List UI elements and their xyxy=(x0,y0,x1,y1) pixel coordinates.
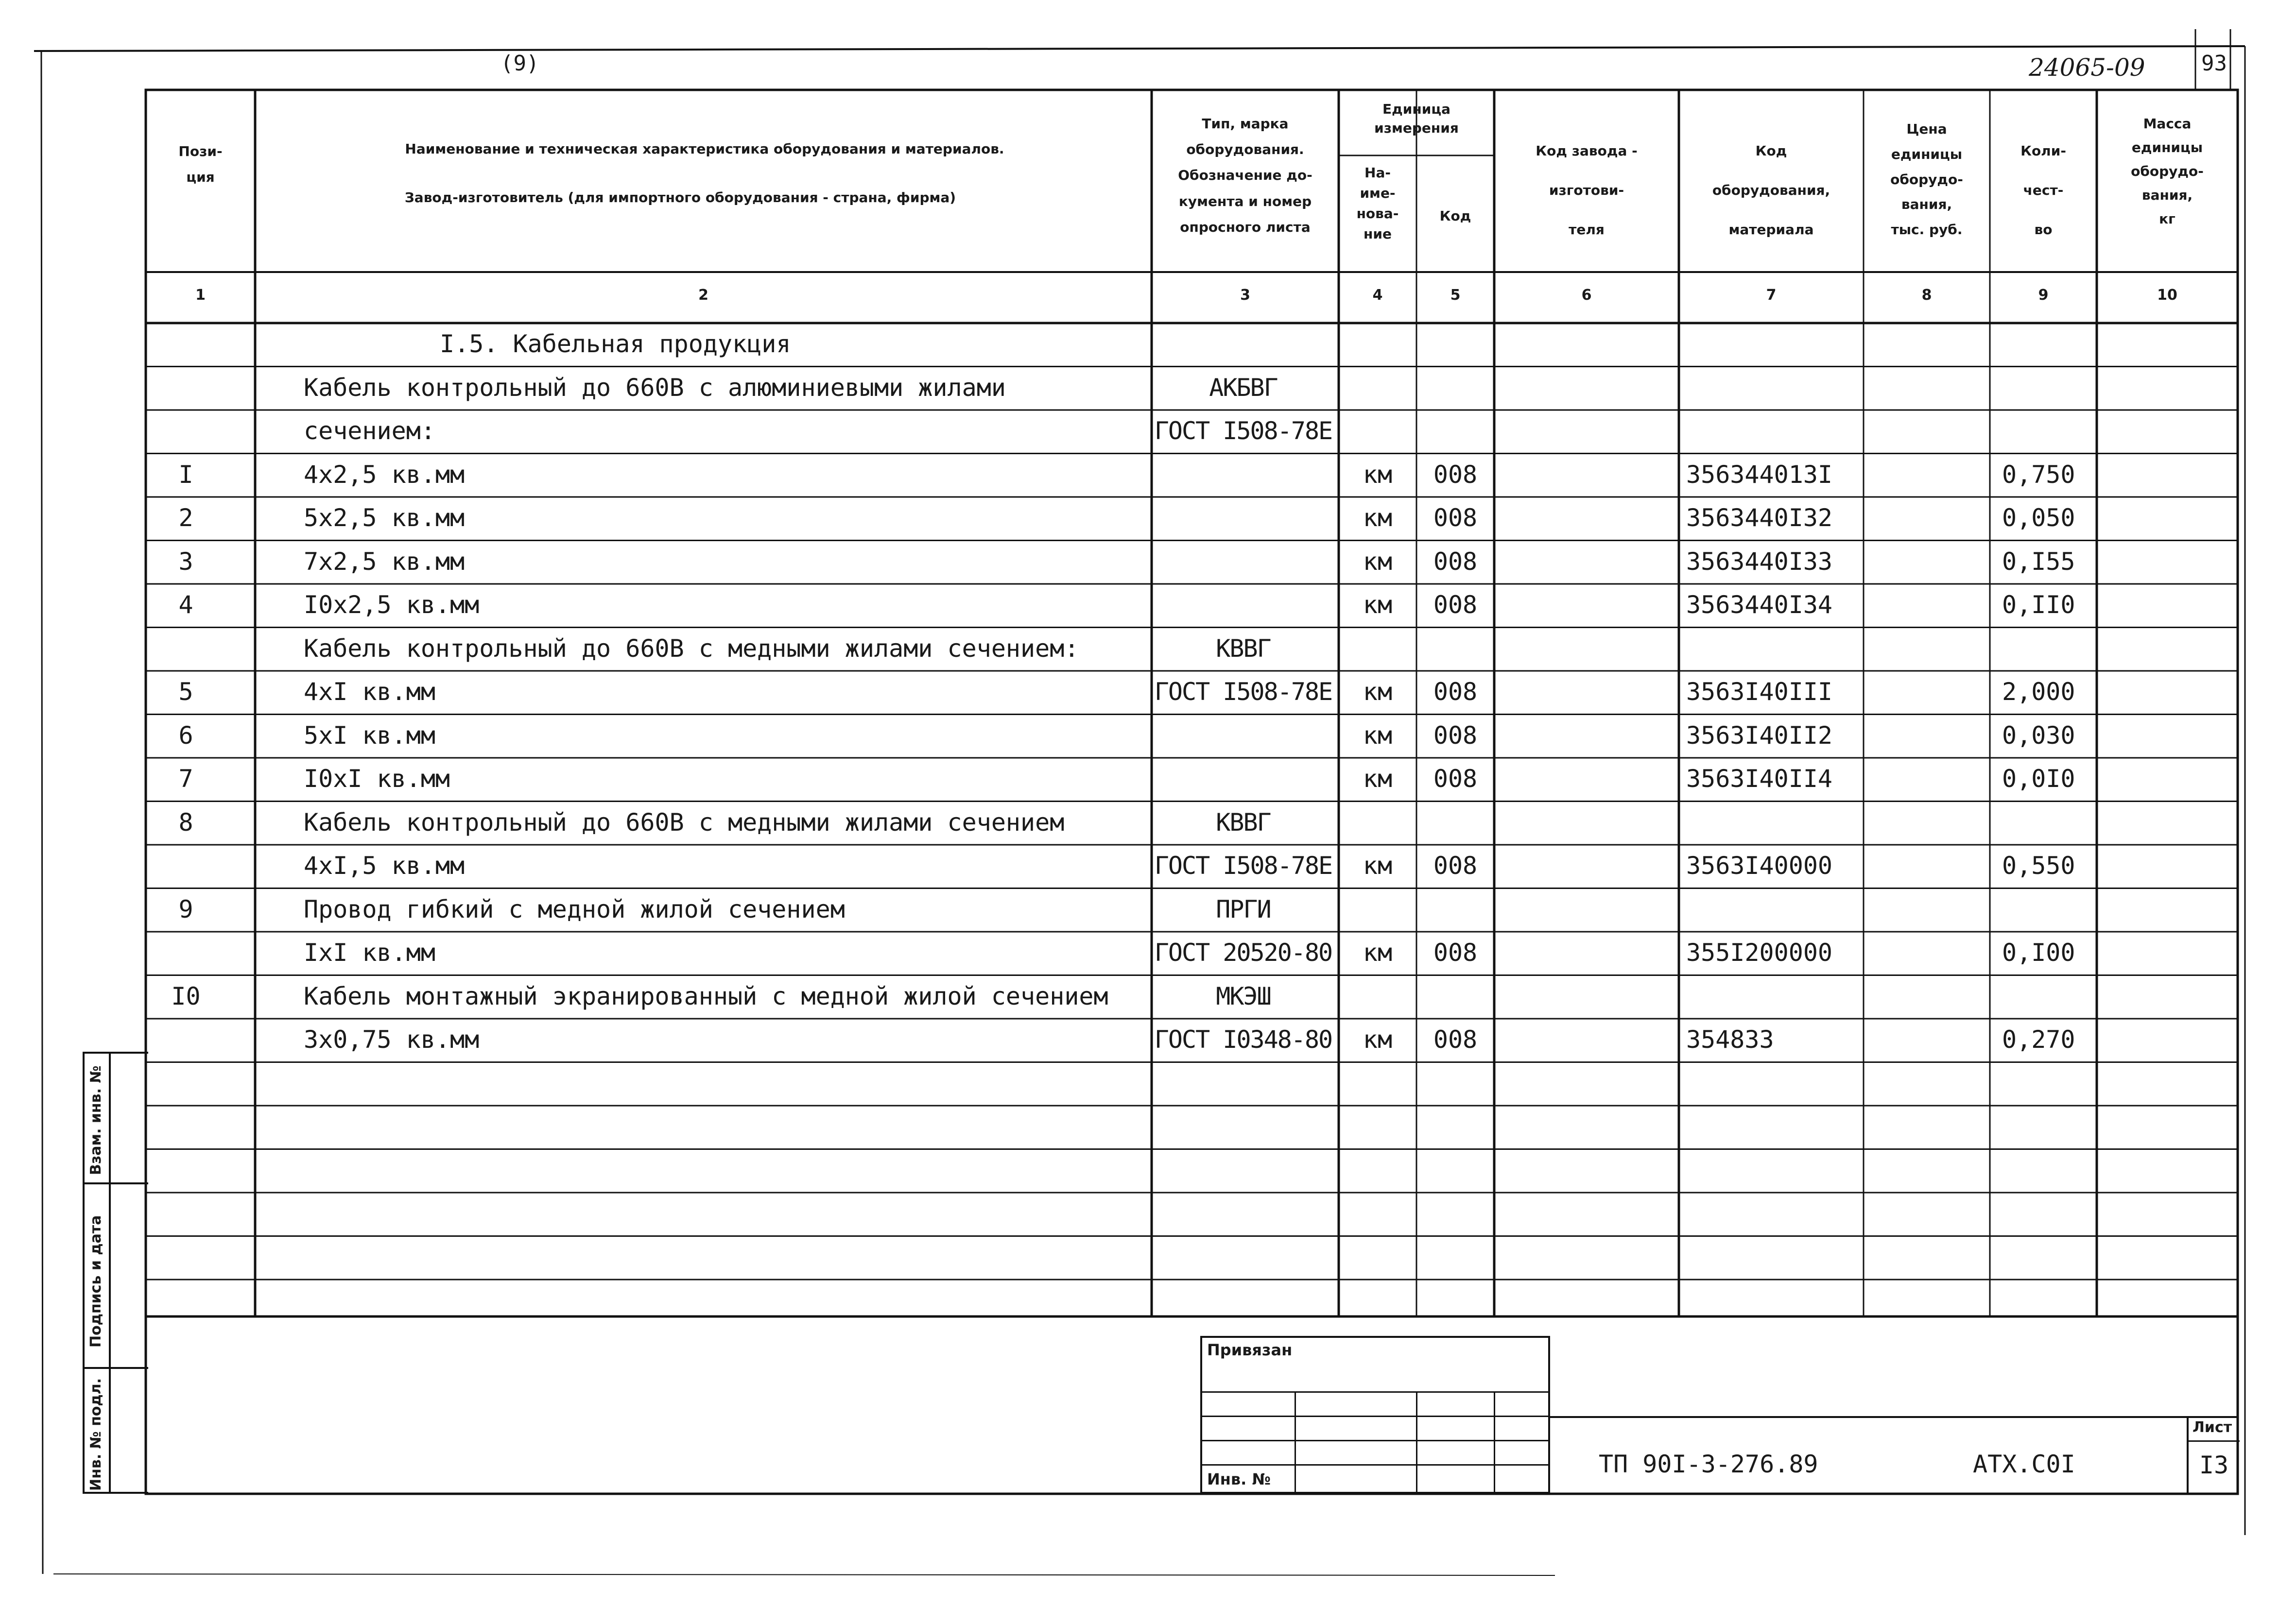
column-number-1: 1 xyxy=(195,287,206,304)
row-name: Кабель контрольный до 660В с медными жилами сечением xyxy=(304,808,1065,837)
inventory-number-label: Инв. № xyxy=(1207,1470,1271,1488)
document-code: ТП 90I-3-276.89 xyxy=(1599,1450,1818,1478)
sheet-label: Лист xyxy=(2192,1419,2232,1436)
header-name-line1: Наименование и техническая характеристика оборудования и материалов. xyxy=(405,141,1004,157)
row-unit-name: км xyxy=(1363,721,1393,750)
row-unit-code: 008 xyxy=(1433,721,1478,750)
row-unit-name: км xyxy=(1363,765,1393,793)
row-quantity: 0,II0 xyxy=(2002,591,2075,619)
header-maker-code: Код завода - изготови- теля xyxy=(1536,143,1638,238)
row-quantity: 0,I00 xyxy=(2002,939,2075,967)
row-quantity: 0,050 xyxy=(2002,504,2075,532)
side-stamp-replaced-inv: Взам. инв. № xyxy=(87,1065,104,1175)
row-unit-name: км xyxy=(1363,460,1393,489)
header-position: Пози- ция xyxy=(178,143,223,186)
row-type-mark: МКЭШ xyxy=(1216,982,1271,1010)
row-material-code: 3563I40II2 xyxy=(1686,721,1833,750)
row-name: Кабель контрольный до 660В с медными жилами сечением: xyxy=(304,634,1079,663)
row-name: Кабель контрольный до 660В с алюминиевыми жилами xyxy=(304,373,1006,402)
sheet-box xyxy=(2187,1416,2240,1494)
row-material-code: 3563440I34 xyxy=(1686,591,1833,619)
row-material-code: 355I200000 xyxy=(1686,939,1833,967)
row-name: 5х2,5 кв.мм xyxy=(304,504,465,532)
row-unit-code: 008 xyxy=(1433,1025,1478,1054)
header-equipment-code: Код оборудования, материала xyxy=(1712,143,1830,238)
row-name: 4хI кв.мм xyxy=(304,678,435,706)
row-unit-name: км xyxy=(1363,591,1393,619)
row-unit-code: 008 xyxy=(1433,678,1478,706)
row-type-mark: ПРГИ xyxy=(1216,895,1271,923)
row-name: сечением: xyxy=(304,417,435,445)
row-unit-code: 008 xyxy=(1433,547,1478,576)
row-material-code: 3563440I32 xyxy=(1686,504,1833,532)
row-position: 6 xyxy=(178,721,193,750)
side-stamp xyxy=(83,1052,148,1494)
row-unit-code: 008 xyxy=(1433,939,1478,967)
header-unit-code: Код xyxy=(1439,208,1471,224)
row-type-mark: АКБВГ xyxy=(1209,373,1277,402)
row-quantity: 0,I55 xyxy=(2002,547,2075,576)
header-type: Тип, марка оборудования. Обозначение до- кумента и номер опросного листа xyxy=(1178,116,1312,235)
row-material-code: 3563I40II4 xyxy=(1686,765,1833,793)
row-name: I.5. Кабельная продукция xyxy=(440,330,791,358)
row-name: I0хI кв.мм xyxy=(304,765,450,793)
row-position: 7 xyxy=(178,765,193,793)
column-number-3: 3 xyxy=(1240,287,1250,304)
column-number-10: 10 xyxy=(2157,287,2177,304)
row-name: Провод гибкий с медной жилой сечением xyxy=(304,895,845,923)
column-number-6: 6 xyxy=(1581,287,1592,304)
row-unit-code: 008 xyxy=(1433,765,1478,793)
row-unit-code: 008 xyxy=(1433,504,1478,532)
row-material-code: 3563I40III xyxy=(1686,678,1833,706)
row-position: 3 xyxy=(178,547,193,576)
header-name-line2: Завод-изготовитель (для импортного оборудования - страна, фирма) xyxy=(404,189,956,205)
corner-number: 93 xyxy=(2201,51,2227,76)
row-name: IхI кв.мм xyxy=(304,939,435,967)
row-position: 2 xyxy=(178,504,193,532)
row-position: 8 xyxy=(178,808,193,837)
row-quantity: 0,030 xyxy=(2002,721,2075,750)
row-name: Кабель монтажный экранированный с медной жилой сечением xyxy=(304,982,1108,1010)
header-price: Цена единицы оборудо- вания, тыс. руб. xyxy=(1890,121,1963,238)
row-unit-name: км xyxy=(1363,939,1393,967)
row-position: 4 xyxy=(178,591,193,619)
column-number-9: 9 xyxy=(2038,287,2049,304)
row-unit-name: км xyxy=(1363,547,1393,576)
archive-number: 24065-09 xyxy=(2029,53,2145,82)
row-quantity: 0,0I0 xyxy=(2002,765,2075,793)
row-name: 4х2,5 кв.мм xyxy=(304,460,465,489)
column-number-7: 7 xyxy=(1766,287,1777,304)
row-name: I0х2,5 кв.мм xyxy=(304,591,480,619)
row-unit-code: 008 xyxy=(1433,591,1478,619)
row-type-mark: КВВГ xyxy=(1216,634,1271,663)
row-unit-name: км xyxy=(1363,852,1393,880)
row-material-code: 356344013I xyxy=(1686,460,1833,489)
row-type-mark: ГОСТ I508-78Е xyxy=(1154,852,1332,880)
sheet-number: I3 xyxy=(2199,1451,2229,1479)
row-unit-name: км xyxy=(1363,1025,1393,1054)
binding-label: Привязан xyxy=(1207,1341,1293,1359)
column-number-8: 8 xyxy=(1921,287,1932,304)
row-quantity: 0,750 xyxy=(2002,460,2075,489)
row-quantity: 0,270 xyxy=(2002,1025,2075,1054)
row-material-code: 3563440I33 xyxy=(1686,547,1833,576)
row-quantity: 2,000 xyxy=(2002,678,2075,706)
document-mark: АТХ.С0I xyxy=(1973,1450,2075,1478)
row-type-mark: ГОСТ I508-78Е xyxy=(1154,417,1332,445)
row-unit-name: км xyxy=(1363,504,1393,532)
row-material-code: 3563I40000 xyxy=(1686,852,1833,880)
row-type-mark: ГОСТ 20520-80 xyxy=(1154,939,1332,967)
row-unit-code: 008 xyxy=(1433,460,1478,489)
row-name: 7х2,5 кв.мм xyxy=(304,547,465,576)
row-unit-code: 008 xyxy=(1433,852,1478,880)
side-stamp-original-inv: Инв. № подл. xyxy=(87,1378,104,1491)
header-quantity: Коли- чест- во xyxy=(2020,143,2066,238)
row-name: 5хI кв.мм xyxy=(304,721,435,750)
row-position: I0 xyxy=(171,982,201,1010)
row-unit-name: км xyxy=(1363,678,1393,706)
header-unit-name: На- име- нова- ние xyxy=(1356,165,1399,242)
row-type-mark: КВВГ xyxy=(1216,808,1271,837)
row-name: 3х0,75 кв.мм xyxy=(304,1025,480,1054)
header-mass: Масса единицы оборудо- вания, кг xyxy=(2131,116,2204,227)
column-number-5: 5 xyxy=(1450,287,1461,304)
row-position: 9 xyxy=(178,895,193,923)
binding-block xyxy=(1200,1336,1550,1494)
row-position: I xyxy=(178,460,193,489)
side-stamp-signature-date: Подпись и дата xyxy=(87,1215,104,1348)
row-type-mark: ГОСТ I508-78Е xyxy=(1154,678,1332,706)
page-marker: (9) xyxy=(501,51,539,76)
column-number-2: 2 xyxy=(698,287,708,304)
row-name: 4хI,5 кв.мм xyxy=(304,852,465,880)
row-position: 5 xyxy=(178,678,193,706)
row-type-mark: ГОСТ I0348-80 xyxy=(1154,1025,1332,1054)
column-number-4: 4 xyxy=(1372,287,1383,304)
header-unit-group: Единица измерения xyxy=(1374,101,1459,137)
row-material-code: 354833 xyxy=(1686,1025,1774,1054)
row-quantity: 0,550 xyxy=(2002,852,2075,880)
